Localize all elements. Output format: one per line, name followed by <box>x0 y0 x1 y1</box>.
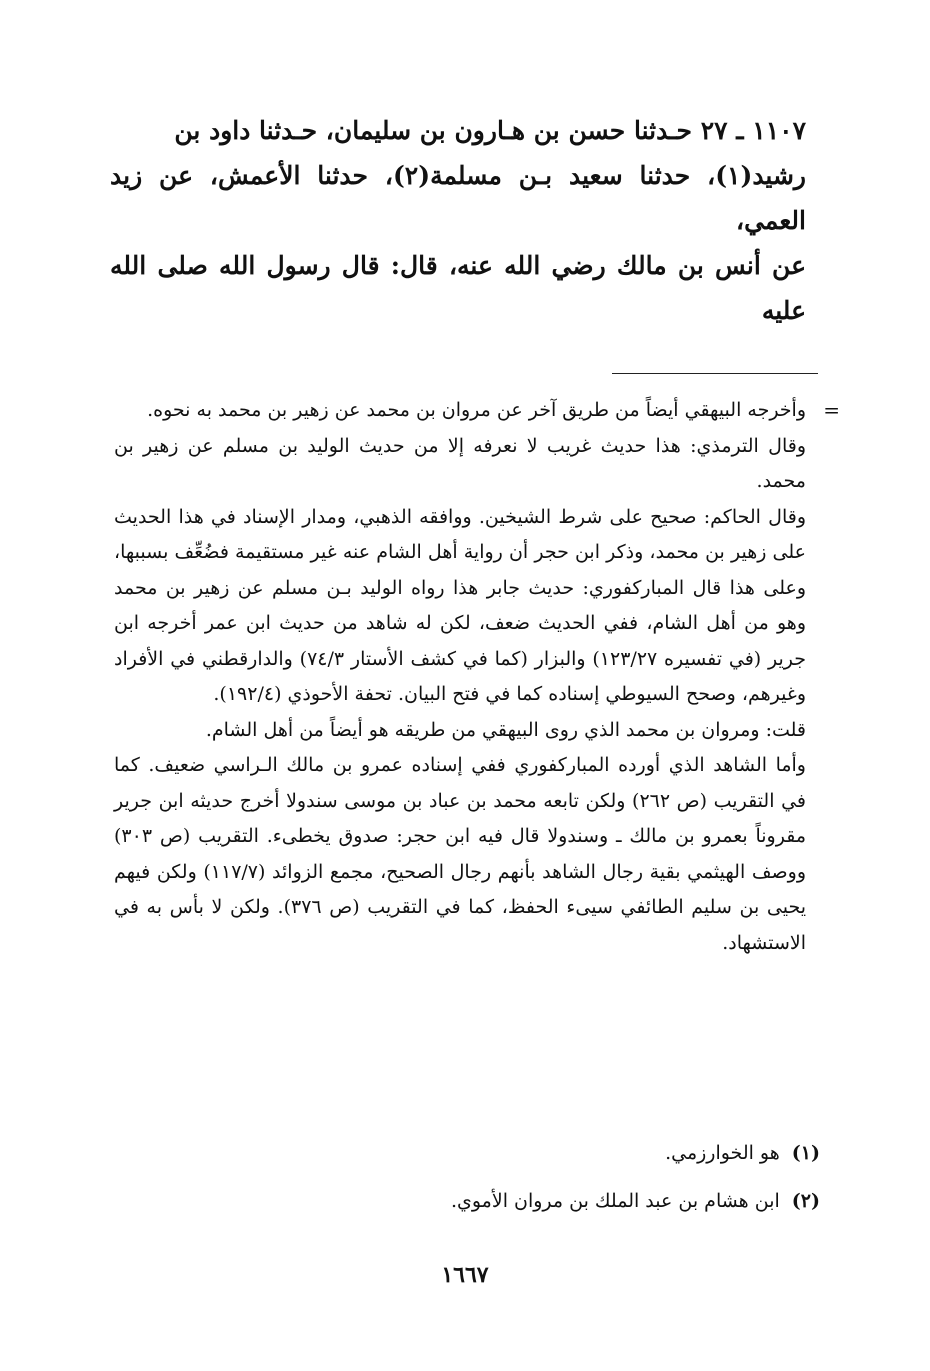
hadith-line-3: عن أنس بن مالك رضي الله عنه، قال: قال رسول الله صلى الله عليه <box>110 251 806 325</box>
footnote-divider <box>612 373 818 374</box>
page-number: ١٦٦٧ <box>441 1262 489 1288</box>
continuation-mark: = <box>823 398 840 422</box>
footnote-paragraph: وأخرجه البيهقي أيضاً من طريق آخر عن مروان بن محمد عن زهير بن محمد به نحوه. <box>147 399 806 421</box>
note-text: هو الخوارزمي. <box>665 1142 780 1164</box>
hadith-line-1: ١١٠٧ ـ ٢٧ حـدثنا حسن بن هـارون بن سليمان، حـدثنا داود بن <box>174 116 806 145</box>
hadith-text <box>110 108 806 333</box>
note-number: (١) <box>791 1142 820 1164</box>
note-item <box>120 1184 820 1220</box>
footnotes-block <box>114 393 806 961</box>
note-number: (٢) <box>791 1189 820 1212</box>
note-text: ابن هشام بن عبد الملك بن مروان الأموي. <box>450 1189 780 1212</box>
numbered-notes <box>120 1136 820 1219</box>
footnote-paragraph: قلت: ومروان بن محمد الذي روى البيهقي من طريقه هو أيضاً من أهل الشام. <box>205 718 806 741</box>
footnote-paragraph: وقال الترمذي: هذا حديث غريب لا نعرفه إلا من حديث الوليد بن مسلم عن زهير بن محمد. <box>114 434 806 492</box>
footnote-paragraph: وأما الشاهد الذي أورده المباركفوري ففي إسناده عمرو بن مالك الـراسي ضعيف. كما في التقريب (ص ٢٦٢) ولكن تابعه محمد بن عباد بن موسى سندولا أخرج حديثه ابن جرير مقروناً بعمرو بن مالك ـ وسندولا قال فيه ابن حجر: صدوق يخطىء. التقريب (ص ٣٠٣) ووصف الهيثمي بقية رجال الشاهد بأنهم رجال الصحيح، مجمع الزوائد (١١٧/٧) ولكن فيهم يحيى بن سليم الطائفي سيىء الحفظ، كما في التقريب (ص ٣٧٦). ولكن لا بأس به في الاستشهاد. <box>114 754 806 954</box>
footnote-paragraph: وقال الحاكم: صحيح على شرط الشيخين. ووافقه الذهبي، ومدار الإسناد في هذا الحديث على زهير بن محمد، وذكر ابن حجر أن رواية أهل الشام عنه غير مستقيمة فضُعِّف بسببها، وعلى هذا قال المباركفوري: حديث جابر هذا رواه الوليد بـن مسلم عن زهير بن محمد وهو من أهل الشام، ففي الحديث ضعف، لكن له شاهد من حديث ابن عمر أخرجه ابن جرير (في تفسيره ١٢٣/٢٧) والبزار (كما في كشف الأستار ٧٤/٣) والدارقطني في الأفراد وغيرهم، وصحح السيوطي إسناده كما في فتح البيان. تحفة الأحوذي (١٩٢/٤). <box>114 505 806 705</box>
hadith-line-2: رشيد(١)، حدثنا سعيد بـن مسلمة(٢)، حدثنا الأعمش، عن زيد العمي، <box>110 161 806 235</box>
note-item <box>120 1136 820 1172</box>
